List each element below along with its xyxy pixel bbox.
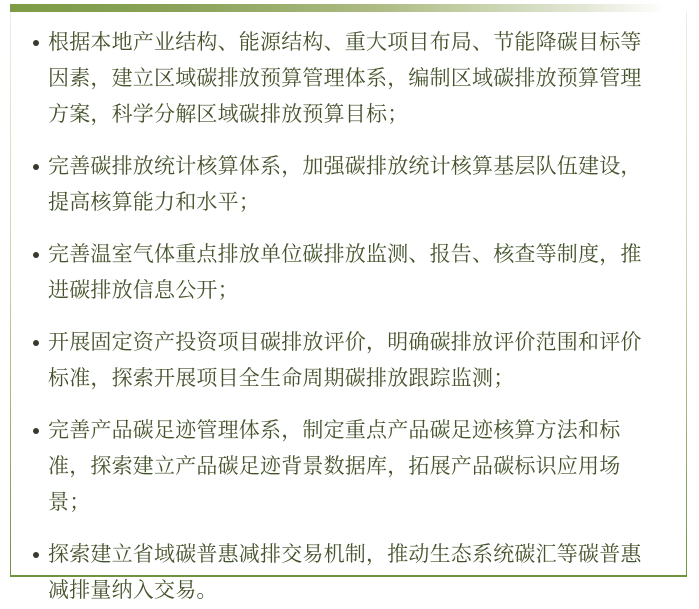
list-item (32, 149, 658, 221)
list-item (32, 413, 658, 521)
panel-body (10, 12, 687, 602)
bullet-icon (33, 252, 39, 258)
list-item (32, 25, 658, 133)
bullet-icon (33, 40, 39, 46)
bullet-list (32, 25, 658, 609)
list-item-text: 完善温室气体重点排放单位碳排放监测、报告、核查等制度，推进碳排放信息公开； (48, 243, 642, 302)
list-item-text: 根据本地产业结构、能源结构、重大项目布局、节能降碳目标等因素，建立区域碳排放预算管理体系，编制区域碳排放预算管理方案，科学分解区域碳排放预算目标； (48, 31, 642, 126)
bullet-icon (33, 164, 39, 170)
top-accent-bar (10, 4, 687, 12)
list-item (32, 325, 658, 397)
list-item (32, 537, 658, 609)
bullet-icon (33, 428, 39, 434)
document-panel (10, 4, 687, 602)
list-item-text: 开展固定资产投资项目碳排放评价，明确碳排放评价范围和评价标准，探索开展项目全生命周期碳排放跟踪监测； (48, 331, 642, 390)
list-item-text: 完善产品碳足迹管理体系，制定重点产品碳足迹核算方法和标准，探索建立产品碳足迹背景数据库，拓展产品碳标识应用场景； (48, 419, 621, 514)
bullet-icon (33, 552, 39, 558)
list-item-text: 探索建立省域碳普惠减排交易机制，推动生态系统碳汇等碳普惠减排量纳入交易。 (48, 543, 642, 602)
bullet-icon (33, 340, 39, 346)
list-item-text: 完善碳排放统计核算体系，加强碳排放统计核算基层队伍建设，提高核算能力和水平； (48, 155, 642, 214)
list-item (32, 237, 658, 309)
